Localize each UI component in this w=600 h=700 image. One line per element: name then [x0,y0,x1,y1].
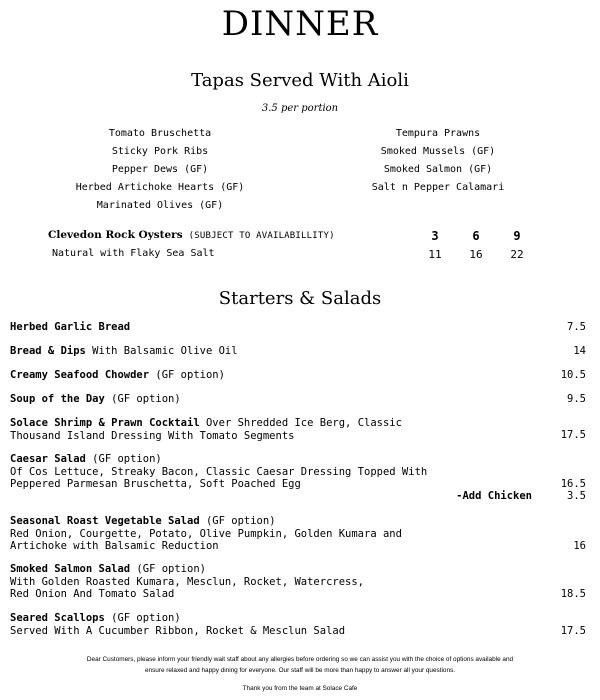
item-detail: (GF option) [199,515,276,527]
item-name: Soup of the Day [10,393,105,405]
item-price: 16 [573,540,586,552]
item-price: 9.5 [567,393,586,405]
oysters-description: Natural with Flaky Sea Salt [52,248,215,259]
menu-item [10,515,590,553]
item-name: Creamy Seafood Chowder [10,369,150,381]
oysters-name: Clevedon Rock Oysters [48,229,183,241]
menu-item [10,612,590,637]
menu-title: DINNER [221,4,379,44]
tapas-item: Smoked Mussels (GF) [380,146,496,157]
item-name: Caesar Salad [10,453,86,465]
tapas-left-list [20,125,300,215]
item-description: Artichoke with Balsamic Reduction [10,540,219,552]
item-description: Peppered Parmesan Bruschetta, Soft Poached Egg [10,478,301,490]
starters-heading: Starters & Salads [218,288,382,309]
oyster-quantity: 3 [431,229,439,243]
item-description: Served With A Cucumber Ribbon, Rocket & Mesclun Salad [10,624,346,637]
oysters-title [48,229,335,241]
item-price: 10.5 [560,369,586,381]
allergy-notice-line: ensure relaxed and happy dining for everyone. Our staff will be more than happy to answer all your questions. [144,667,455,674]
menu-item [10,453,590,491]
item-price: 14 [573,345,586,357]
item-detail: (GF option) [130,563,206,575]
item-description: Red Onion, Courgette, Potato, Olive Pumpkin, Golden Kumara and [10,527,402,540]
menu-item [10,393,590,406]
item-price: 7.5 [567,321,586,333]
item-name: Seasonal Roast Vegetable Salad [10,515,200,527]
item-detail: With Balsamic Olive Oil [85,345,238,357]
item-detail: (GF option) [104,612,181,624]
item-name: Bread & Dips [10,345,86,357]
menu-item [10,345,590,358]
item-name: Herbed Garlic Bread [10,321,131,333]
allergy-notice-line: Dear Customers, please inform your friendly wait staff about any allergies before ordering so we can assist you with the choice of options available and [86,656,514,663]
tapas-item: Marinated Olives (GF) [96,200,224,211]
tapas-right-list [318,125,558,197]
oysters-note: (SUBJECT TO AVAILABILLITY) [188,231,335,241]
allergy-notice [0,654,600,676]
item-detail: (GF option) [149,369,225,381]
tapas-item: Pepper Dews (GF) [111,164,209,175]
tapas-heading: Tapas Served With Aioli [191,70,409,91]
tapas-item: Smoked Salmon (GF) [383,164,493,175]
oyster-quantity: 9 [513,229,521,243]
item-name: Seared Scallops [10,612,105,624]
tapas-price-note: 3.5 per portion [261,103,339,114]
addon-price: 3.5 [567,490,586,502]
item-price: 18.5 [560,588,586,600]
item-detail: (GF option) [104,393,181,405]
item-detail: Over Shredded Ice Berg, Classic [199,417,402,429]
oyster-price: 16 [469,248,483,261]
tapas-item: Tempura Prawns [395,128,481,139]
tapas-item: Tomato Bruschetta [108,128,212,139]
menu-item [10,563,590,601]
item-description: Thousand Island Dressing With Tomato Segments [10,429,295,442]
item-description: With Golden Roasted Kumara, Mesclun, Rocket, Watercress, [10,575,365,588]
item-price: 16.5 [560,478,586,490]
item-description: Of Cos Lettuce, Streaky Bacon, Classic Caesar Dressing Topped With [10,465,428,478]
tapas-item: Herbed Artichoke Hearts (GF) [75,182,245,193]
item-description: Red Onion And Tomato Salad [10,588,175,600]
menu-item [10,369,590,382]
oyster-price: 11 [428,248,442,261]
addon-label: -Add Chicken [456,490,532,502]
tapas-item: Salt n Pepper Calamari [371,182,505,193]
oyster-price: 22 [510,248,524,261]
item-name: Solace Shrimp & Prawn Cocktail [10,417,200,429]
tapas-item: Sticky Pork Ribs [111,146,209,157]
item-detail: (GF option) [85,453,162,465]
oyster-quantity: 6 [472,229,480,243]
menu-item [10,417,590,442]
thanks-note: Thank you from the team at Solace Cafe [242,685,358,692]
item-price: 17.5 [560,625,586,637]
item-price: 17.5 [560,429,586,441]
item-name: Smoked Salmon Salad [10,563,131,575]
menu-item [10,321,590,334]
